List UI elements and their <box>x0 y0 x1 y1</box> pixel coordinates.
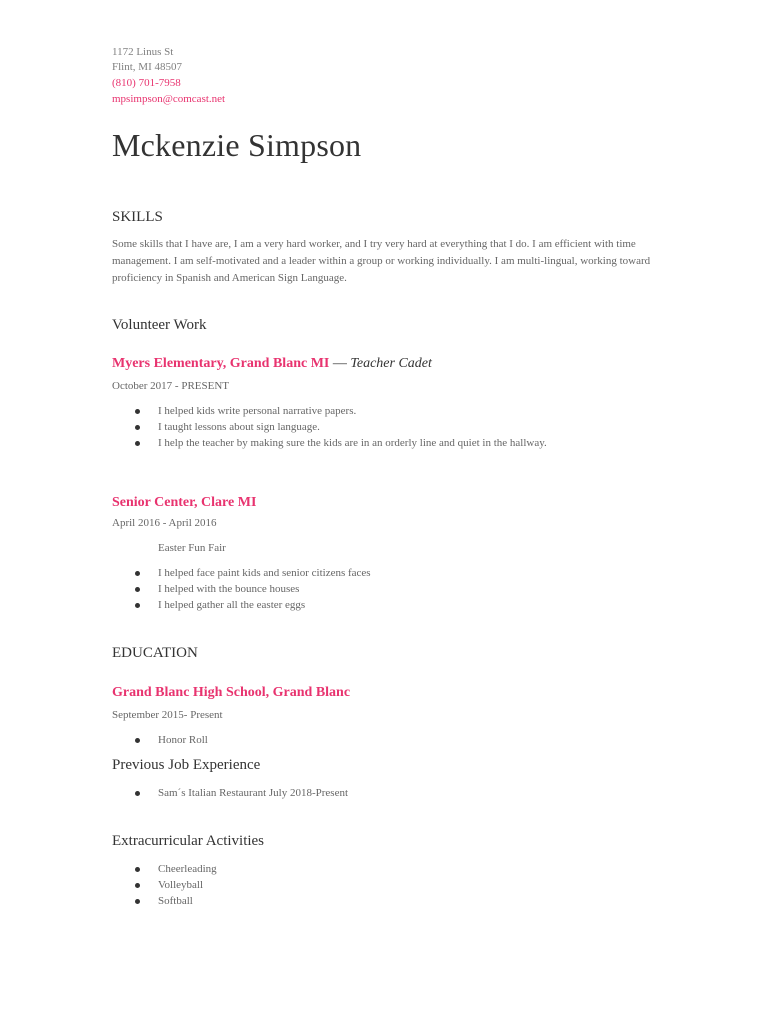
list-item: I helped gather all the easter eggs <box>112 597 371 613</box>
volunteer-entry-1-dates: October 2017 - PRESENT <box>112 380 230 392</box>
volunteer-entry-1-list <box>112 403 547 451</box>
list-item: I helped with the bounce houses <box>112 581 371 597</box>
applicant-name: Mckenzie Simpson <box>112 127 362 163</box>
extracurricular-list <box>112 861 217 909</box>
volunteer-entry-1-role: Teacher Cadet <box>350 356 432 371</box>
jobs-list <box>112 785 348 801</box>
education-dates: September 2015- Present <box>112 709 223 721</box>
volunteer-entry-1-title <box>112 356 432 372</box>
list-item: Softball <box>112 893 217 909</box>
volunteer-entry-2-list <box>112 565 371 613</box>
list-item: Cheerleading <box>112 861 217 877</box>
contact-city: Flint, MI 48507 <box>112 61 182 73</box>
list-item: Volleyball <box>112 877 217 893</box>
title-dash: — <box>329 356 351 371</box>
volunteer-entry-2-title: Senior Center, Clare MI <box>112 495 257 510</box>
list-item: I helped face paint kids and senior citizens faces <box>112 565 371 581</box>
jobs-heading: Previous Job Experience <box>112 757 261 773</box>
volunteer-entry-2-event: Easter Fun Fair <box>158 542 226 554</box>
contact-phone: (810) 701-7958 <box>112 77 181 89</box>
list-item: I taught lessons about sign language. <box>112 419 547 435</box>
volunteer-entry-2-dates: April 2016 - April 2016 <box>112 517 217 529</box>
volunteer-entry-1-place: Myers Elementary, Grand Blanc MI <box>112 356 330 371</box>
contact-email: mpsimpson@comcast.net <box>112 93 226 105</box>
education-list <box>112 732 208 748</box>
list-item: Honor Roll <box>112 732 208 748</box>
list-item: Sam´s Italian Restaurant July 2018-Present <box>112 785 348 801</box>
education-heading: EDUCATION <box>112 645 198 661</box>
skills-text: Some skills that I have are, I am a very hard worker, and I try very hard at everything that I do. I am efficient with time management. I am self-motivated and a leader within a group or working individually. I am multi-lingual, working toward proficiency in Spanish and American Sign Language. <box>112 238 651 284</box>
education-school: Grand Blanc High School, Grand Blanc <box>112 685 351 700</box>
list-item: I helped kids write personal narrative papers. <box>112 403 547 419</box>
contact-street: 1172 Linus St <box>112 46 174 58</box>
skills-heading: SKILLS <box>112 209 163 225</box>
extracurricular-heading: Extracurricular Activities <box>112 833 265 849</box>
volunteer-heading: Volunteer Work <box>112 317 207 333</box>
list-item: I help the teacher by making sure the kids are in an orderly line and quiet in the hallway. <box>112 435 547 451</box>
